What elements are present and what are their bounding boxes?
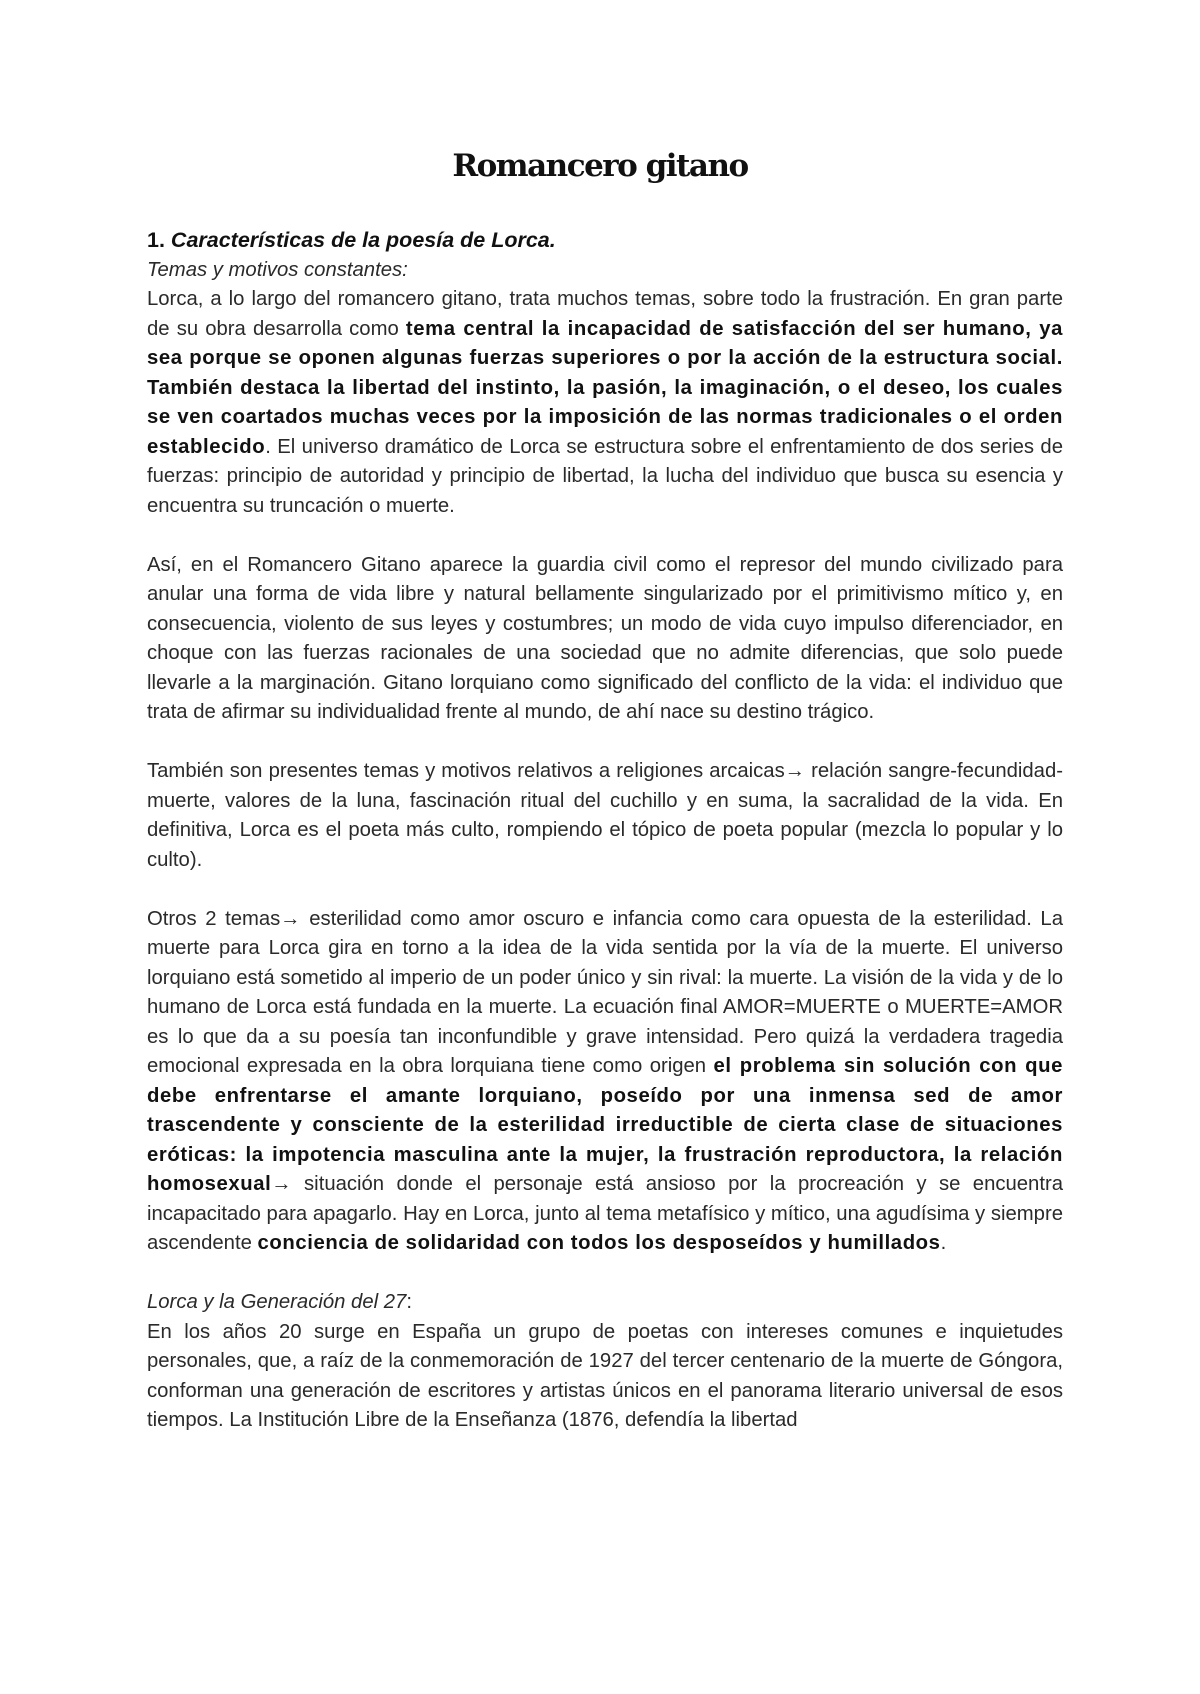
paragraph-4-bold-2: conciencia de solidaridad con todos los desposeídos y humillados: [257, 1232, 941, 1254]
paragraph-1: [147, 285, 1063, 521]
paragraph-4: [147, 905, 1063, 1259]
paragraph-4-text-a: Otros 2 temas→ esterilidad como amor oscuro e infancia como cara opuesta de la esterilidad. La muerte para Lorca gira en torno a la idea de la vida sentida por la vía de la muerte. El universo lorquiano está sometido al imperio de un poder único y sin rival: la muerte. La visión de la vida y de lo humano de Lorca está fundada en la muerte. La ecuación final AMOR=MUERTE o MUERTE=AMOR es lo que da a su poesía tan inconfundible y grave intensidad. Pero quizá la verdadera tragedia emocional expresada en la obra lorquiana tiene como origen: [147, 907, 1063, 1077]
paragraph-1-text-c: . El universo dramático de Lorca se estructura sobre el enfrentamiento de dos series de fuerzas: principio de autoridad y principio de libertad, la lucha del individuo que busca su esencia y encuentra su truncación o muerte.: [147, 435, 1063, 517]
paragraph-4-text-c: → situación donde el personaje está ansioso por la procreación y se encuentra incapacitado para apagarlo. Hay en Lorca, junto al tema metafísico y mítico, una agudísima y siempre ascendente: [147, 1173, 1063, 1254]
subheading-generacion-colon: :: [406, 1291, 412, 1313]
section-number: 1.: [147, 228, 165, 252]
paragraph-1-bold: tema central la incapacidad de satisfacción del ser humano, ya sea porque se oponen algunas fuerzas superiores o por la acción de la estructura social. También destaca la libertad del instinto, la pasión, la imaginación, o el deseo, los cuales se ven coartados muchas veces por la imposición de las normas tradicionales o el orden establecido: [147, 317, 1063, 458]
document-body: [147, 226, 1063, 1436]
paragraph-1-text-a: Lorca, a lo largo del romancero gitano, trata muchos temas, sobre todo la frustración. En gran parte de su obra desarrolla como: [147, 288, 1063, 340]
paragraph-2: Así, en el Romancero Gitano aparece la guardia civil como el represor del mundo civilizado para anular una forma de vida libre y natural bellamente singularizado por el primitivismo mítico y, en consecuencia, violento de sus leyes y costumbres; un modo de vida cuyo impulso diferenciador, en choque con las fuerzas racionales de una sociedad que no admite diferencias, que solo puede llevarle a la marginación. Gitano lorquiano como significado del conflicto de la vida: el individuo que trata de afirmar su individualidad frente al mundo, de ahí nace su destino trágico.: [147, 553, 1063, 723]
paragraph-4-text-e: .: [940, 1232, 947, 1254]
subheading-temas: Temas y motivos constantes:: [147, 258, 408, 281]
document-title: Romancero gitano: [452, 148, 748, 184]
subheading-generacion-text: Lorca y la Generación del 27: [147, 1291, 407, 1313]
paragraph-3: También son presentes temas y motivos relativos a religiones arcaicas→ relación sangre-fecundidad-muerte, valores de la luna, fascinación ritual del cuchillo y en suma, la sacralidad de la vida. En definitiva, Lorca es el poeta más culto, rompiendo el tópico de poeta popular (mezcla lo popular y lo culto).: [147, 760, 1063, 871]
paragraph-4-bold-1: el problema sin solución con que debe enfrentarse el amante lorquiano, poseído por una inmensa sed de amor trascendente y consciente de la esterilidad irreductible de cierta clase de situaciones eróticas: la impotencia masculina ante la mujer, la frustración reproductora, la relación homosexual: [147, 1055, 1063, 1195]
paragraph-5: En los años 20 surge en España un grupo de poetas con intereses comunes e inquietudes personales, que, a raíz de la conmemoración de 1927 del tercer centenario de la muerte de Góngora, conforman una generación de escritores y artistas únicos en el panorama literario universal de esos tiempos. La Institución Libre de la Enseñanza (1876, defendía la libertad: [147, 1320, 1063, 1431]
subheading-generacion: [147, 1288, 1063, 1318]
section-heading: [147, 226, 1063, 256]
section-title: Características de la poesía de Lorca.: [170, 228, 556, 252]
